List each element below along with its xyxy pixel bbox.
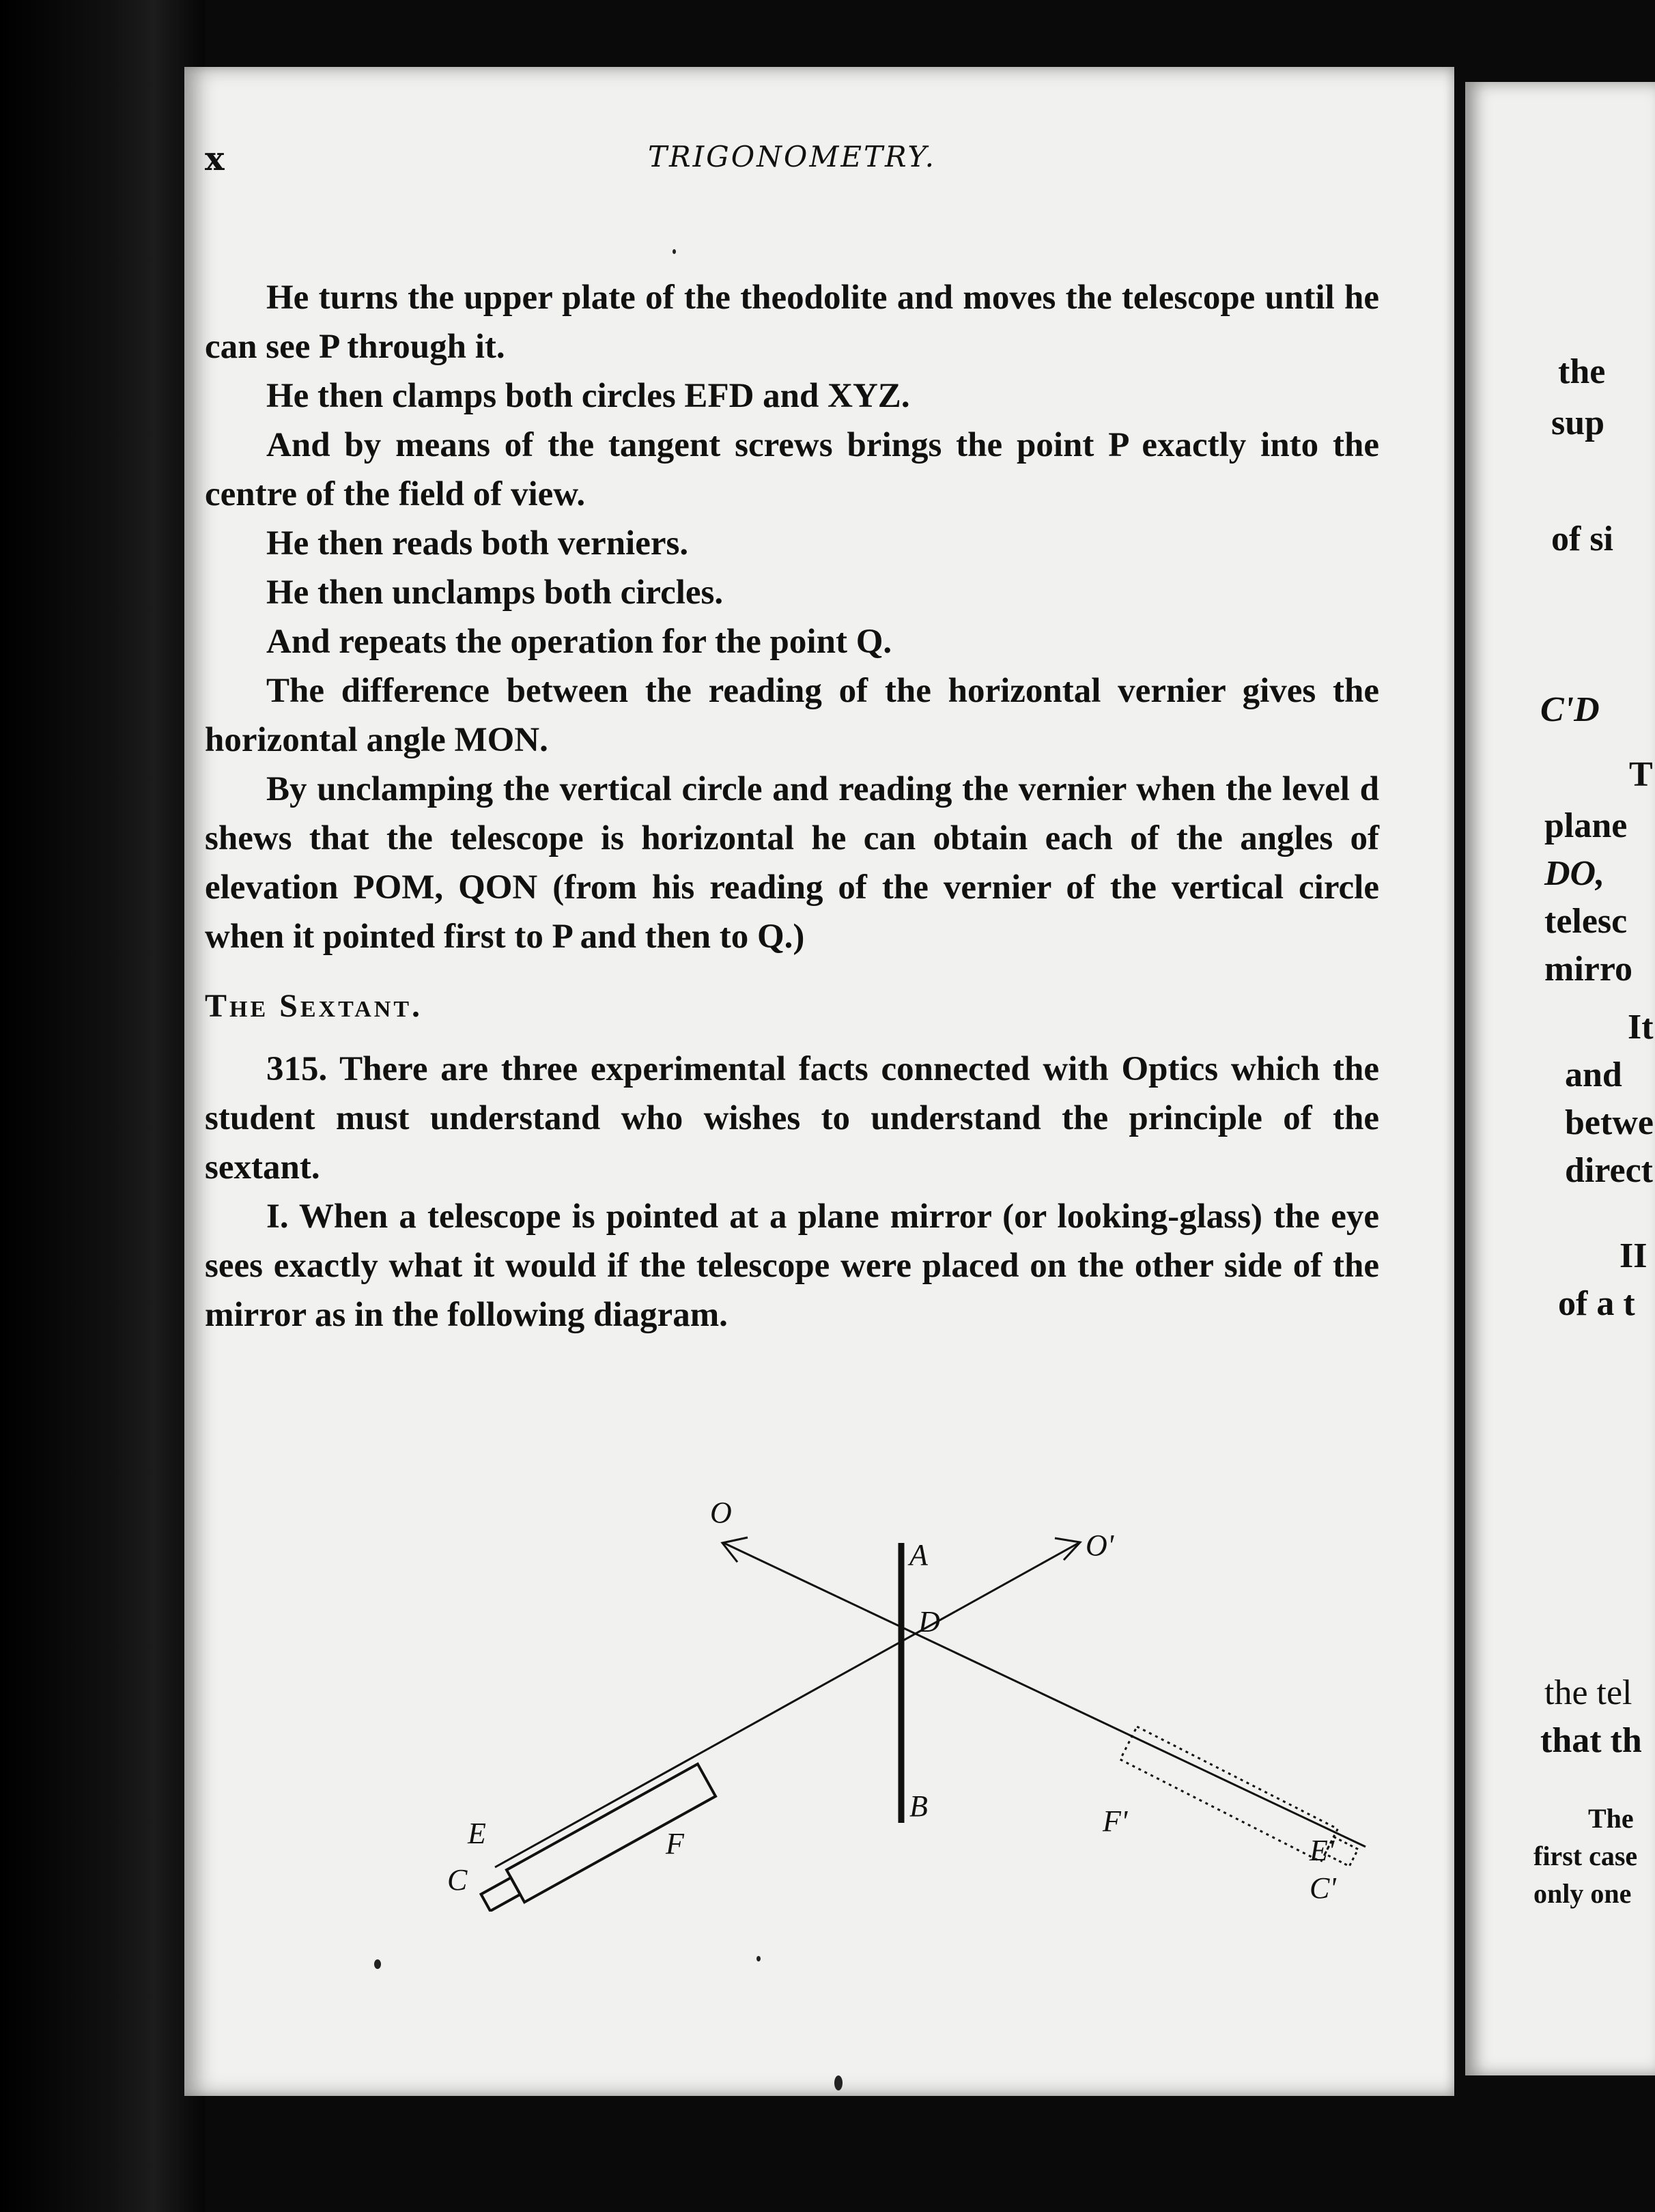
print-speck xyxy=(756,1956,761,1961)
paragraph: And repeats the operation for the point Q. xyxy=(266,623,892,661)
right-page-fragment: that th xyxy=(1540,1721,1642,1760)
page-header xyxy=(205,140,1379,201)
print-speck xyxy=(834,2075,843,2090)
arrow-o xyxy=(722,1537,748,1562)
right-page-fragment: mirro xyxy=(1544,950,1632,989)
ray-o-to-c-prime xyxy=(724,1543,1366,1847)
paragraph: He then unclamps both circles. xyxy=(266,573,724,612)
ray-c-to-o-prime xyxy=(495,1543,1079,1867)
right-page-fragment: II xyxy=(1619,1236,1647,1275)
paragraph: The difference between the reading of the horizontal vernier gives the horizontal angle MON. xyxy=(205,672,1379,759)
right-page-fragment: and xyxy=(1565,1055,1622,1094)
right-page-fragment: betwe xyxy=(1565,1103,1654,1142)
right-page-fragment: It xyxy=(1628,1008,1654,1047)
right-page-fragment: The xyxy=(1588,1803,1634,1834)
mirror-diagram xyxy=(382,1488,1379,1912)
right-page-fragment: C'D xyxy=(1540,690,1600,729)
right-page-fragment: the xyxy=(1558,352,1606,391)
right-page-fragment: sup xyxy=(1551,403,1605,442)
paragraph: He then reads both verniers. xyxy=(266,524,689,563)
label-o-prime: O' xyxy=(1086,1529,1114,1562)
label-e-prime: E' xyxy=(1310,1834,1335,1867)
right-page-fragment: the tel xyxy=(1544,1673,1632,1712)
paragraph: He then clamps both circles EFD and XYZ. xyxy=(266,377,910,415)
right-page-fragment: telesc xyxy=(1544,902,1628,941)
right-page-fragment: only one xyxy=(1533,1878,1632,1909)
right-page-fragment: T xyxy=(1629,755,1653,794)
label-a: A xyxy=(909,1538,928,1572)
paragraph: By unclamping the vertical circle and reading the vernier when the level d shews that the telescope is horizontal he can obtain each of the angles of elevation POM, QON (from his reading of the vernier of the vertical circle when it pointed first to P and then to Q.) xyxy=(205,770,1379,956)
right-page-edge xyxy=(1465,82,1655,2075)
label-d: D xyxy=(918,1605,940,1639)
label-f-prime: F' xyxy=(1103,1804,1128,1838)
right-page-fragment: first case xyxy=(1533,1841,1638,1871)
label-o: O xyxy=(710,1496,732,1529)
paragraph: I. When a telescope is pointed at a plane mirror (or looking-glass) the eye sees exactly what it would if the telescope were placed on the other side of the mirror as in the following diagram. xyxy=(205,1197,1379,1334)
right-page-fragment: DO, xyxy=(1544,854,1605,893)
mirror-diagram-svg xyxy=(382,1488,1379,1912)
right-page-fragment: of a t xyxy=(1558,1284,1635,1323)
page-number: x xyxy=(205,140,225,178)
book-binding xyxy=(0,0,205,2212)
running-head: TRIGONOMETRY. xyxy=(647,140,937,173)
print-speck xyxy=(673,249,676,254)
right-page-fragment: direct xyxy=(1565,1151,1653,1190)
paragraph: 315. There are three experimental facts connected with Optics which the student must understand who wishes to understand the principle of the sextant. xyxy=(205,1050,1379,1187)
section-title: The Sextant. xyxy=(205,988,423,1024)
print-speck xyxy=(374,1959,381,1969)
paragraph: And by means of the tangent screws brings the point P exactly into the centre of the field of view. xyxy=(205,426,1379,513)
label-c: C xyxy=(447,1863,468,1897)
label-e: E xyxy=(468,1817,486,1850)
body-text xyxy=(205,273,1379,1339)
right-page-fragment: plane xyxy=(1544,806,1628,845)
label-f: F xyxy=(666,1827,684,1860)
paragraph: He turns the upper plate of the theodolite and moves the telescope until he can see P through it. xyxy=(205,279,1379,366)
label-c-prime: C' xyxy=(1310,1871,1336,1905)
label-b: B xyxy=(909,1789,928,1823)
right-page-fragment: of si xyxy=(1551,520,1613,558)
